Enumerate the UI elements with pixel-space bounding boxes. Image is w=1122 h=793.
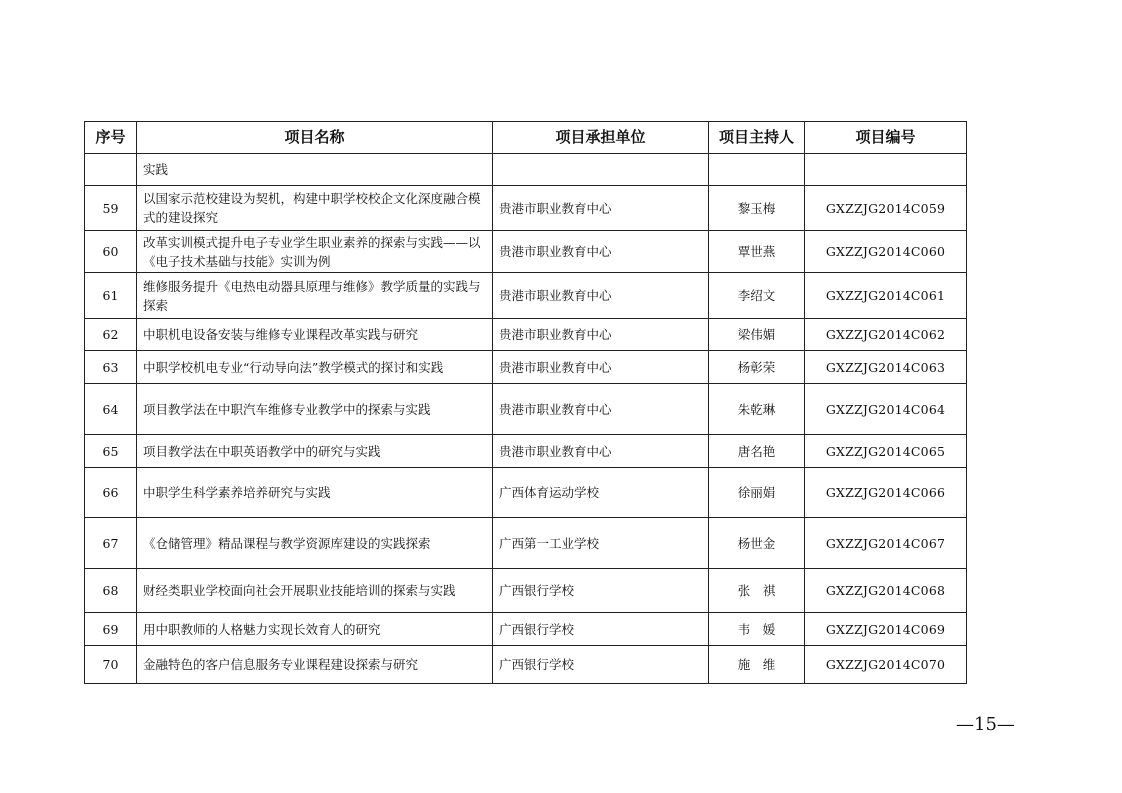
cell-seq: 69 xyxy=(85,613,137,646)
cell-person: 唐名艳 xyxy=(709,435,805,468)
cell-name: 《仓储管理》精品课程与教学资源库建设的实践探索 xyxy=(137,518,493,569)
cell-person: 李绍文 xyxy=(709,273,805,319)
cell-code: GXZZJG2014C060 xyxy=(805,231,967,273)
cell-code xyxy=(805,154,967,186)
header-person: 项目主持人 xyxy=(709,122,805,154)
cell-unit xyxy=(493,154,709,186)
table-row xyxy=(85,154,967,186)
cell-unit: 贵港市职业教育中心 xyxy=(493,319,709,351)
table-row xyxy=(85,186,967,231)
table-header-row xyxy=(85,122,967,154)
cell-person: 梁伟媚 xyxy=(709,319,805,351)
cell-person: 覃世燕 xyxy=(709,231,805,273)
page-number: —15— xyxy=(956,714,1015,735)
cell-name: 中职学校机电专业“行动导向法”教学模式的探讨和实践 xyxy=(137,351,493,384)
cell-seq: 68 xyxy=(85,569,137,613)
cell-code: GXZZJG2014C066 xyxy=(805,468,967,518)
cell-code: GXZZJG2014C064 xyxy=(805,384,967,435)
cell-seq: 60 xyxy=(85,231,137,273)
table-row xyxy=(85,231,967,273)
cell-seq: 66 xyxy=(85,468,137,518)
cell-unit: 贵港市职业教育中心 xyxy=(493,351,709,384)
cell-seq: 63 xyxy=(85,351,137,384)
cell-seq xyxy=(85,154,137,186)
cell-name: 改革实训模式提升电子专业学生职业素养的探索与实践——以《电子技术基础与技能》实训为例 xyxy=(137,231,493,273)
cell-code: GXZZJG2014C062 xyxy=(805,319,967,351)
cell-unit: 贵港市职业教育中心 xyxy=(493,384,709,435)
table-row xyxy=(85,384,967,435)
cell-name: 实践 xyxy=(137,154,493,186)
table-row xyxy=(85,569,967,613)
project-table xyxy=(84,121,967,684)
cell-unit: 广西银行学校 xyxy=(493,569,709,613)
table-row xyxy=(85,646,967,684)
cell-code: GXZZJG2014C065 xyxy=(805,435,967,468)
table-row xyxy=(85,435,967,468)
cell-name: 财经类职业学校面向社会开展职业技能培训的探索与实践 xyxy=(137,569,493,613)
cell-code: GXZZJG2014C061 xyxy=(805,273,967,319)
table-row xyxy=(85,468,967,518)
cell-person: 韦 媛 xyxy=(709,613,805,646)
cell-unit: 广西银行学校 xyxy=(493,646,709,684)
cell-name: 项目教学法在中职英语教学中的研究与实践 xyxy=(137,435,493,468)
cell-person: 徐丽娟 xyxy=(709,468,805,518)
cell-code: GXZZJG2014C068 xyxy=(805,569,967,613)
header-seq: 序号 xyxy=(85,122,137,154)
cell-name: 项目教学法在中职汽车维修专业教学中的探索与实践 xyxy=(137,384,493,435)
cell-unit: 广西银行学校 xyxy=(493,613,709,646)
cell-unit: 贵港市职业教育中心 xyxy=(493,435,709,468)
cell-unit: 广西第一工业学校 xyxy=(493,518,709,569)
cell-person: 朱乾琳 xyxy=(709,384,805,435)
cell-person: 黎玉梅 xyxy=(709,186,805,231)
cell-name: 金融特色的客户信息服务专业课程建设探索与研究 xyxy=(137,646,493,684)
cell-person: 张 祺 xyxy=(709,569,805,613)
cell-unit: 贵港市职业教育中心 xyxy=(493,186,709,231)
cell-person xyxy=(709,154,805,186)
table-row xyxy=(85,613,967,646)
header-name: 项目名称 xyxy=(137,122,493,154)
cell-person: 施 维 xyxy=(709,646,805,684)
cell-unit: 广西体育运动学校 xyxy=(493,468,709,518)
header-unit: 项目承担单位 xyxy=(493,122,709,154)
cell-code: GXZZJG2014C067 xyxy=(805,518,967,569)
cell-unit: 贵港市职业教育中心 xyxy=(493,273,709,319)
cell-name: 维修服务提升《电热电动器具原理与维修》教学质量的实践与探索 xyxy=(137,273,493,319)
cell-person: 杨世金 xyxy=(709,518,805,569)
cell-seq: 65 xyxy=(85,435,137,468)
cell-name: 中职机电设备安装与维修专业课程改革实践与研究 xyxy=(137,319,493,351)
cell-seq: 67 xyxy=(85,518,137,569)
header-code: 项目编号 xyxy=(805,122,967,154)
cell-code: GXZZJG2014C070 xyxy=(805,646,967,684)
cell-seq: 59 xyxy=(85,186,137,231)
cell-seq: 70 xyxy=(85,646,137,684)
table-row xyxy=(85,518,967,569)
cell-unit: 贵港市职业教育中心 xyxy=(493,231,709,273)
cell-person: 杨彰荣 xyxy=(709,351,805,384)
cell-code: GXZZJG2014C069 xyxy=(805,613,967,646)
cell-name: 以国家示范校建设为契机，构建中职学校校企文化深度融合模式的建设探究 xyxy=(137,186,493,231)
cell-seq: 61 xyxy=(85,273,137,319)
table-row xyxy=(85,351,967,384)
cell-seq: 64 xyxy=(85,384,137,435)
cell-name: 用中职教师的人格魅力实现长效育人的研究 xyxy=(137,613,493,646)
cell-seq: 62 xyxy=(85,319,137,351)
table-row xyxy=(85,273,967,319)
cell-code: GXZZJG2014C059 xyxy=(805,186,967,231)
cell-name: 中职学生科学素养培养研究与实践 xyxy=(137,468,493,518)
table-row xyxy=(85,319,967,351)
cell-code: GXZZJG2014C063 xyxy=(805,351,967,384)
